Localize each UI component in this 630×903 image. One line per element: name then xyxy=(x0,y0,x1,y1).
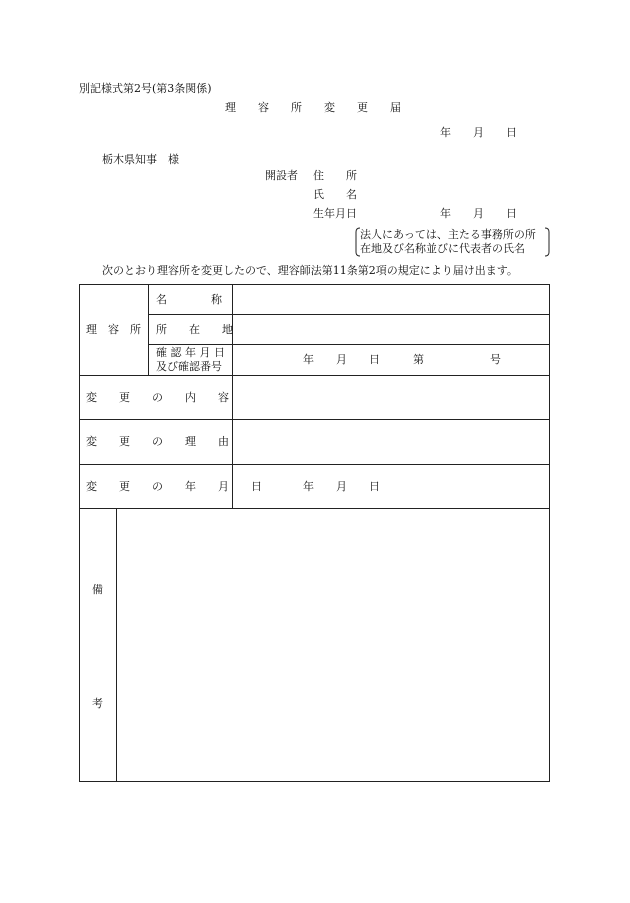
change-form-table xyxy=(79,284,550,782)
confirmation-date-label: 確 認 年 月 日 xyxy=(156,346,225,359)
note-line-1: 法人にあっては、主たる事務所の所 xyxy=(360,228,536,241)
change-reason-label: 変 更 の 理 由 xyxy=(86,435,229,448)
submission-date: 年 月 日 xyxy=(440,126,517,139)
name-label: 氏 名 xyxy=(313,188,357,201)
change-date-label: 変 更 の 年 月 日 xyxy=(86,480,262,493)
barbershop-section-label: 理 容 所 xyxy=(86,323,141,336)
change-date-value: 年 月 日 xyxy=(303,480,380,493)
remarks-label-1: 備 xyxy=(92,583,103,596)
form-number: 別記様式第2号(第3条関係) xyxy=(79,82,212,95)
note-line-2: 在地及び名称並びに代表者の氏名 xyxy=(360,242,525,255)
shop-location-label: 所 在 地 xyxy=(156,323,233,336)
statement: 次のとおり理容所を変更したので、理容師法第11条第2項の規定により届け出ます。 xyxy=(102,264,518,277)
page-title: 理 容 所 変 更 届 xyxy=(225,101,401,114)
applicant-role: 開設者 xyxy=(265,169,298,182)
address-label: 住 所 xyxy=(313,169,357,182)
addressee: 栃木県知事 様 xyxy=(102,153,179,166)
corporation-note xyxy=(355,227,550,257)
shop-name-label: 名 称 xyxy=(156,293,222,306)
confirmation-number-label: 及び確認番号 xyxy=(156,360,222,373)
change-content-label: 変 更 の 内 容 xyxy=(86,391,229,404)
confirmation-value: 年 月 日 第 号 xyxy=(303,353,501,366)
birth-date-value: 年 月 日 xyxy=(440,207,517,220)
remarks-label-2: 考 xyxy=(92,697,103,710)
birth-date-label: 生年月日 xyxy=(313,207,357,220)
